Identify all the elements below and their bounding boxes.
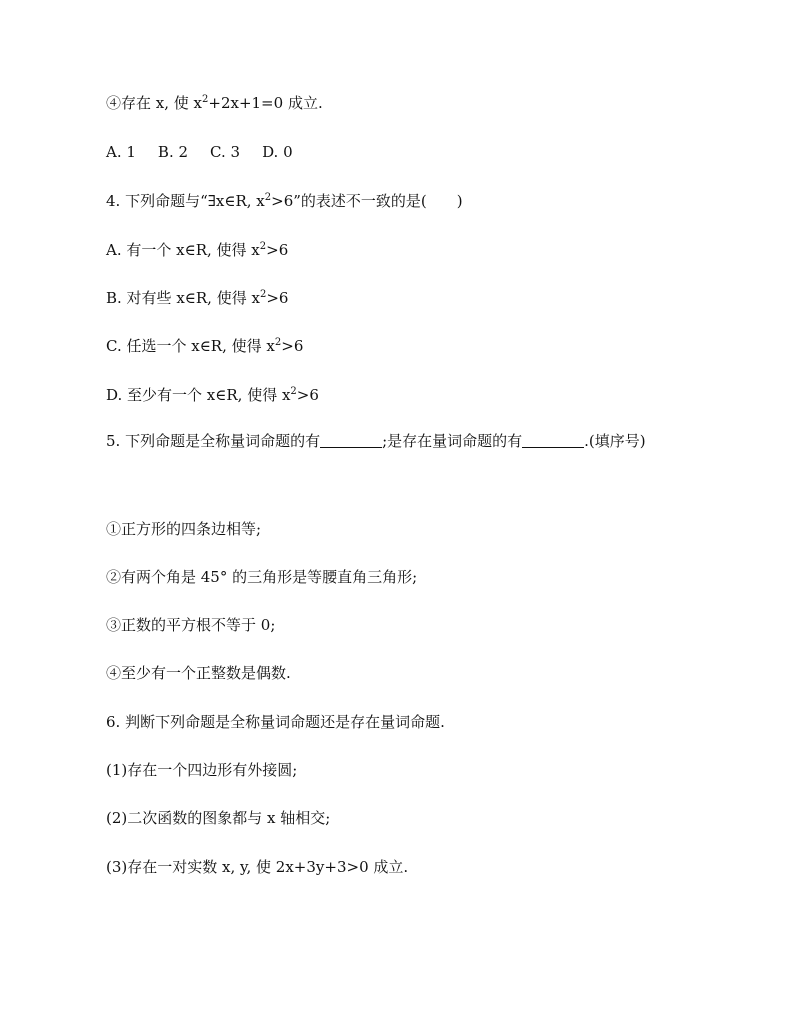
superscript: 2 bbox=[202, 94, 209, 105]
q4-stem-close: ) bbox=[456, 192, 463, 210]
q6-item-2: (2)二次函数的图象都与 x 轴相交; bbox=[106, 809, 331, 827]
q5-item-2: ②有两个角是 45° 的三角形是等腰直角三角形; bbox=[106, 568, 418, 586]
q4-option-c-text: C. 任选一个 x∈R, 使得 x bbox=[106, 337, 275, 355]
q4-option-a-text: A. 有一个 x∈R, 使得 x bbox=[106, 241, 260, 259]
q4-option-b bbox=[106, 288, 288, 308]
superscript: 2 bbox=[259, 241, 267, 252]
superscript: 2 bbox=[274, 337, 282, 348]
q3-item-4 bbox=[106, 93, 323, 113]
q4-option-d-end: >6 bbox=[296, 386, 319, 404]
q4-option-b-text: B. 对有些 x∈R, 使得 x bbox=[106, 289, 260, 307]
superscript: 2 bbox=[290, 386, 297, 397]
q4-option-a-end: >6 bbox=[266, 241, 289, 259]
q4-stem-text: 4. 下列命题与“∃x∈R, x bbox=[106, 192, 265, 210]
q5-stem bbox=[106, 424, 686, 458]
q5-stem-text-end: .(填序号) bbox=[584, 432, 646, 450]
q5-item-4: ④至少有一个正整数是偶数. bbox=[106, 664, 291, 682]
q3-option-a: A. 1 bbox=[106, 143, 136, 161]
q4-option-a bbox=[106, 240, 288, 260]
q5-item-1: ①正方形的四条边相等; bbox=[106, 520, 262, 538]
q4-option-d bbox=[106, 385, 319, 405]
superscript: 2 bbox=[264, 192, 272, 203]
q3-item-4-text: ④存在 x, 使 x bbox=[106, 94, 202, 112]
answer-blank-1 bbox=[320, 433, 382, 448]
q4-option-d-text: D. 至少有一个 x∈R, 使得 x bbox=[106, 386, 291, 404]
q4-option-c bbox=[106, 336, 303, 356]
q4-option-c-end: >6 bbox=[281, 337, 304, 355]
q3-item-4-text-end: +2x+1=0 成立. bbox=[208, 94, 323, 112]
q3-option-b: B. 2 bbox=[157, 143, 189, 161]
q5-stem-text-mid: ;是存在量词命题的有 bbox=[382, 432, 523, 450]
q4-stem-text-mid: >6”的表述不一致的是( bbox=[271, 192, 427, 210]
q4-option-b-end: >6 bbox=[266, 289, 289, 307]
q4-stem bbox=[106, 191, 463, 211]
q3-option-d: D. 0 bbox=[262, 143, 293, 161]
q3-options bbox=[106, 142, 315, 162]
q6-item-3: (3)存在一对实数 x, y, 使 2x+3y+3>0 成立. bbox=[106, 858, 409, 876]
answer-blank-2 bbox=[522, 433, 584, 448]
q6-stem: 6. 判断下列命题是全称量词命题还是存在量词命题. bbox=[106, 713, 445, 731]
q3-option-c: C. 3 bbox=[210, 143, 241, 161]
q6-item-1: (1)存在一个四边形有外接圆; bbox=[106, 761, 298, 779]
q5-item-3: ③正数的平方根不等于 0; bbox=[106, 616, 276, 634]
q5-stem-text: 5. 下列命题是全称量词命题的有 bbox=[106, 432, 321, 450]
superscript: 2 bbox=[259, 289, 267, 300]
